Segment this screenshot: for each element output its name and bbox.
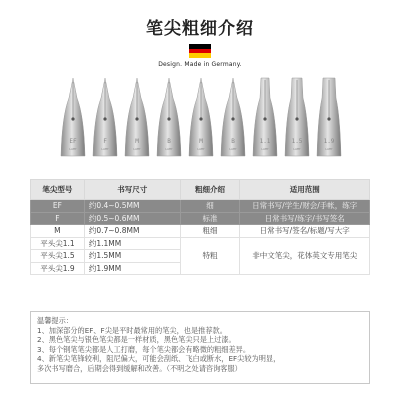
cell-model: 平头尖1.1 <box>31 237 85 250</box>
cell-model: EF <box>31 200 85 213</box>
nib-brand-label: LAMY <box>165 147 173 151</box>
nib-flat-1-1 <box>252 76 278 158</box>
nib-brand-label: LAMY <box>101 147 109 151</box>
german-flag-icon <box>189 44 211 58</box>
nib-grade-label: EF <box>69 138 77 145</box>
cell-size: 约0.5~0.6MM <box>84 212 180 225</box>
nib-icon <box>284 76 310 158</box>
table-header: 适用范围 <box>240 180 370 200</box>
nib-grade-label: 1.1 <box>259 138 271 145</box>
cell-thickness: 特粗 <box>180 237 240 275</box>
nib-m-alt <box>188 76 214 158</box>
table-row <box>31 225 370 238</box>
cell-size: 约1.5MM <box>84 250 180 263</box>
tip-line: 4、新笔尖笔锋较利，阻尼偏大，可能会刮纸、飞白或断水，EF尖较为明显， <box>37 354 281 364</box>
slogan: Design. Made in Germany. <box>158 61 242 68</box>
nib-gallery <box>60 76 340 158</box>
table-row <box>31 237 370 250</box>
nib-grade-label: 1.9 <box>323 138 335 145</box>
cell-model: M <box>31 225 85 238</box>
cell-model: 平头尖1.5 <box>31 250 85 263</box>
tips-box <box>30 311 370 384</box>
nib-icon <box>156 76 182 158</box>
nib-icon <box>188 76 214 158</box>
cell-size: 约0.4~0.5MM <box>84 200 180 213</box>
table-row <box>31 212 370 225</box>
nib-grade-label: B <box>231 138 235 145</box>
nib-grade-label: B <box>167 138 171 145</box>
nib-spec-table <box>30 179 370 275</box>
nib-flat-1-9 <box>316 76 342 158</box>
nib-brand-label: LAMY <box>197 147 205 151</box>
table-header-row <box>31 180 370 200</box>
cell-model: 平头尖1.9 <box>31 262 85 275</box>
tip-line: 1、加深部分的EF、F尖是平时最常用的笔尖，也是推荐款。 <box>37 325 227 335</box>
nib-brand-label: LAMY <box>69 147 77 151</box>
nib-brand-label: LAMY <box>325 147 333 151</box>
cell-usage: 日常书写/签名/标题/写大字 <box>240 225 370 238</box>
cell-thickness: 粗细 <box>180 225 240 238</box>
nib-b <box>156 76 182 158</box>
nib-brand-label: LAMY <box>133 147 141 151</box>
nib-brand-label: LAMY <box>229 147 237 151</box>
table-header: 粗细介绍 <box>180 180 240 200</box>
tip-line: 3、每个钢笔笔尖都是人工打磨，每个笔尖都会有略微的粗细差异。 <box>37 344 251 354</box>
cell-model: F <box>31 212 85 225</box>
nib-grade-label: 1.5 <box>291 138 303 145</box>
cell-thickness: 细 <box>180 200 240 213</box>
tips-heading: 温馨提示： <box>37 316 73 325</box>
nib-icon <box>316 76 342 158</box>
tip-line: 2、黑色笔尖与银色笔尖都是一样材质，黑色笔尖只是上过漆。 <box>37 335 236 345</box>
table-row <box>31 200 370 213</box>
cell-size: 约1.1MM <box>84 237 180 250</box>
cell-size: 约0.7~0.8MM <box>84 225 180 238</box>
nib-ef <box>60 76 86 158</box>
table-header: 笔尖型号 <box>31 180 85 200</box>
cell-usage: 日常书写/练字/书写签名 <box>240 212 370 225</box>
nib-icon <box>220 76 246 158</box>
nib-m <box>124 76 150 158</box>
nib-brand-label: LAMY <box>261 147 269 151</box>
table-header: 书写尺寸 <box>84 180 180 200</box>
nib-grade-label: F <box>103 138 107 145</box>
tip-line: 多次书写磨合，后期会得到缓解和改善。（不明之处请咨询客服） <box>37 363 242 373</box>
nib-grade-label: M <box>199 138 203 145</box>
nib-grade-label: M <box>135 138 139 145</box>
nib-icon <box>252 76 278 158</box>
flag-stripe-gold <box>189 53 211 58</box>
nib-b-alt <box>220 76 246 158</box>
cell-usage: 非中文笔尖，花体英文专用笔尖 <box>240 237 370 275</box>
nib-icon <box>124 76 150 158</box>
cell-size: 约1.9MM <box>84 262 180 275</box>
nib-flat-1-5 <box>284 76 310 158</box>
nib-icon <box>60 76 86 158</box>
nib-brand-label: LAMY <box>293 147 301 151</box>
nib-icon <box>92 76 118 158</box>
nib-f <box>92 76 118 158</box>
cell-thickness: 标准 <box>180 212 240 225</box>
cell-usage: 日常书写/学生/财会/手帐，练字 <box>240 200 370 213</box>
page-title: 笔尖粗细介绍 <box>146 19 254 39</box>
